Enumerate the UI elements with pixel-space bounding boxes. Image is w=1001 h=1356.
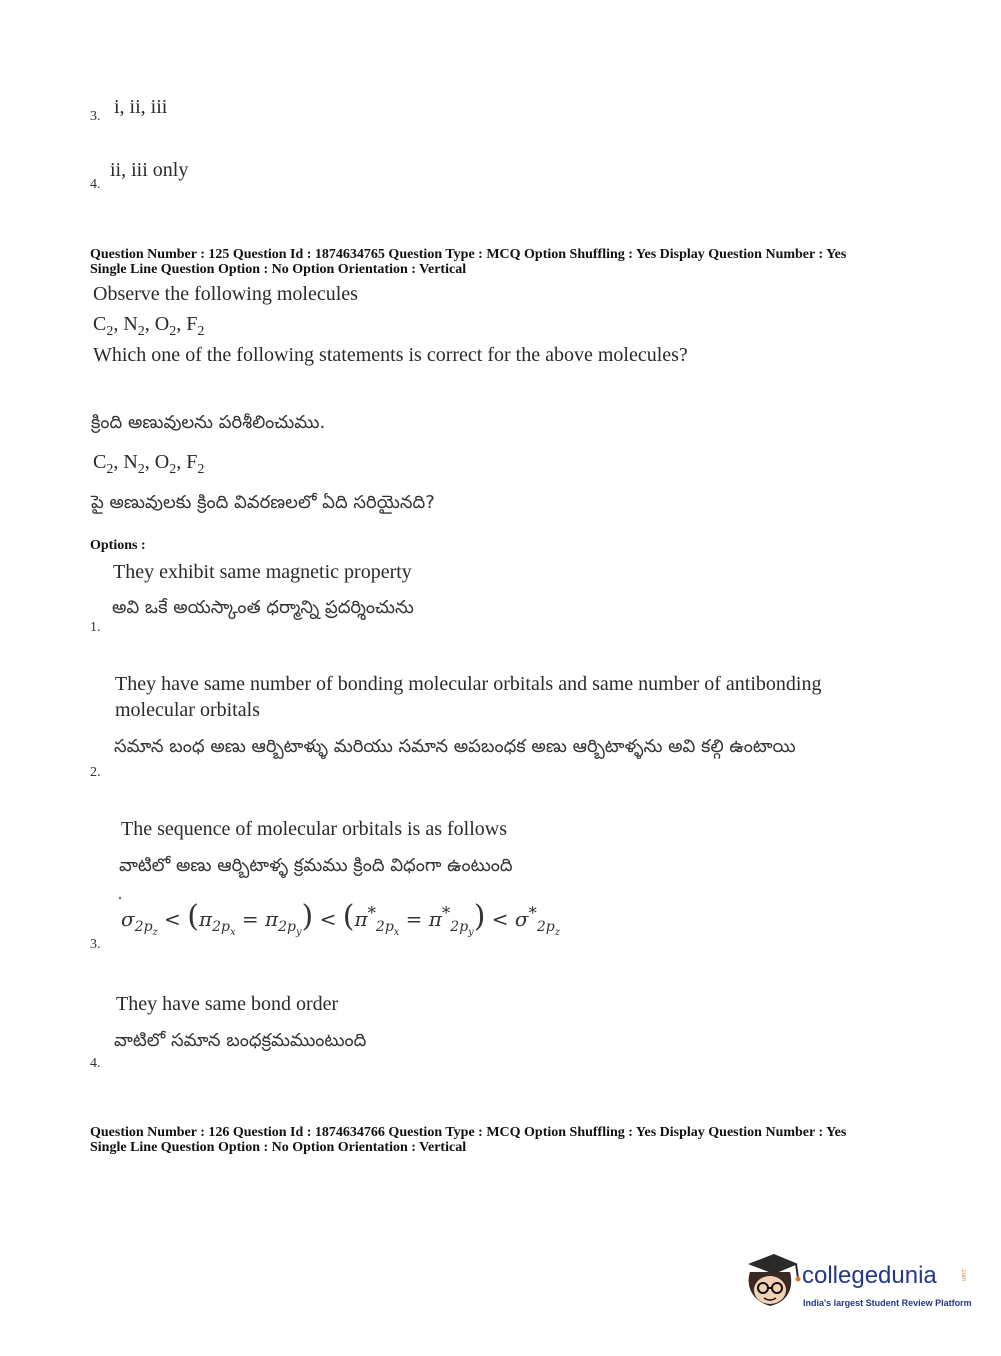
option-2-number: 2. [90, 765, 101, 780]
option-2-en-line1: They have same number of bonding molecular orbitals and same number of antibonding [115, 673, 822, 695]
formula-sub: 2 [169, 462, 177, 477]
option-4-te: వాటిలో సమాన బంధక్రమముంటుంది [114, 1030, 367, 1051]
formula-part: C [93, 313, 107, 335]
formula-part: , F [176, 451, 198, 473]
collegedunia-logo-com: .com [960, 1268, 966, 1282]
formula-part: C [93, 451, 107, 473]
collegedunia-mascot-icon [740, 1250, 802, 1312]
question-text-en: Which one of the following statements is correct for the above molecules? [93, 344, 688, 366]
formula-part: , F [176, 313, 198, 335]
question-intro-en: Observe the following molecules [93, 283, 358, 305]
option-2-te: సమాన బంధ అణు ఆర్బిటాళ్ళు మరియు సమాన అపబంధక అణు ఆర్బిటాళ్ళను అవి కల్గి ఉంటాయి [114, 736, 796, 757]
option-text: ii, iii only [110, 159, 189, 181]
formula-sub: 2 [197, 462, 205, 477]
option-4-en: They have same bond order [116, 993, 339, 1015]
option-1-number: 1. [90, 620, 101, 635]
option-1-te: అవి ఒకే అయస్కాంత ధర్మాన్ని ప్రదర్శించును [112, 597, 414, 618]
formula-part: , O [144, 451, 170, 473]
option-number: 3. [90, 109, 101, 124]
question-text-te: పై అణువులకు క్రింది వివరణలలో ఏది సరియైనది? [91, 492, 435, 513]
formula-part: , N [113, 313, 138, 335]
option-2-en-line2: molecular orbitals [115, 699, 260, 721]
formula-part: , O [144, 313, 170, 335]
formula-part: , N [113, 451, 138, 473]
option-text: i, ii, iii [114, 96, 168, 118]
option-3-te: వాటిలో అణు ఆర్బిటాళ్ళ క్రమము క్రింది విధంగా ఉంటుంది [119, 855, 513, 876]
question-meta-line1: Question Number : 125 Question Id : 1874634765 Question Type : MCQ Option Shuffling : Yes Display Question Number : Yes [90, 247, 847, 262]
formula-sub: 2 [197, 324, 205, 339]
formula-sub: 2 [169, 324, 177, 339]
collegedunia-tagline: India's largest Student Review Platform [803, 1298, 972, 1308]
orbital-sequence-equation: $\sigma_{2p_z} < (\pi_{2p_x} = \pi_{2p_y}) < (\pi^*_{2p_x} = \pi^*_{2p_y}) < \sigma^*_{2p_z}$ [121, 899, 560, 938]
question-meta-line2: Single Line Question Option : No Option Orientation : Vertical [90, 1140, 467, 1155]
formula-sub: 2 [137, 324, 145, 339]
formula-sub: 2 [137, 462, 145, 477]
question-meta [90, 247, 846, 277]
molecules-formula-te [93, 451, 204, 478]
small-dot [118, 887, 126, 891]
options-label: Options : [90, 538, 146, 553]
option-4-number: 4. [90, 1056, 101, 1071]
option-number: 4. [90, 177, 101, 192]
question-meta-line2: Single Line Question Option : No Option Orientation : Vertical [90, 262, 467, 277]
formula-sub: 2 [106, 324, 114, 339]
option-1-en: They exhibit same magnetic property [113, 561, 412, 583]
molecules-formula [93, 313, 204, 340]
option-3-number: 3. [90, 937, 101, 952]
question-meta-line1: Question Number : 126 Question Id : 1874634766 Question Type : MCQ Option Shuffling : Yes Display Question Number : Yes [90, 1125, 847, 1140]
collegedunia-logo-text: collegedunia [802, 1262, 937, 1289]
question-intro-te: క్రింది అణువులను పరిశీలించుము. [91, 412, 326, 433]
option-3-en: The sequence of molecular orbitals is as follows [121, 818, 507, 840]
formula-sub: 2 [106, 462, 114, 477]
question-meta [90, 1125, 846, 1155]
